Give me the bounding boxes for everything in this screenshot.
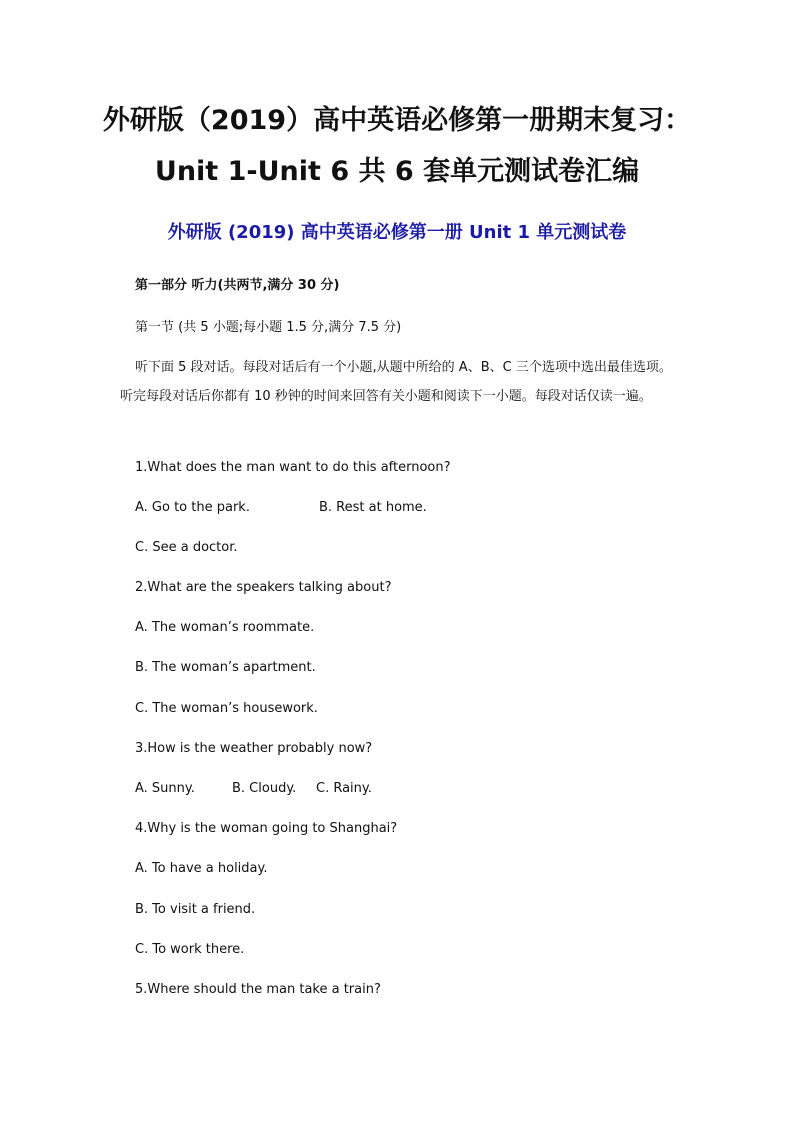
question-1-option-b: B. Rest at home. [319,500,427,515]
question-2-option-b: B. The woman’s apartment. [135,660,316,675]
question-2-stem: 2.What are the speakers talking about? [135,580,392,595]
question-3-option-a: A. Sunny. [135,781,195,796]
listening-instructions: 听下面 5 段对话。每段对话后有一个小题,从题中所给的 A、B、C 三个选项中选出最佳选项。听完每段对话后你都有 10 秒钟的时间来回答有关小题和阅读下一小题。每段对话仅读一遍。 [120,360,672,404]
question-3-option-c: C. Rainy. [316,781,372,796]
document-title-line-2: Unit 1-Unit 6 共 6 套单元测试卷汇编 [154,156,640,187]
question-4-option-a: A. To have a holiday. [135,861,268,876]
document-title-line-1: 外研版（2019）高中英语必修第一册期末复习： [102,105,692,136]
question-1-option-c: C. See a doctor. [135,540,238,555]
question-4-stem: 4.Why is the woman going to Shanghai? [135,821,398,836]
question-2-option-a: A. The woman’s roommate. [135,620,315,635]
part-heading: 第一部分 听力(共两节,满分 30 分) [135,278,340,293]
question-4-option-c: C. To work there. [135,942,245,957]
question-5-stem: 5.Where should the man take a train? [135,982,381,997]
question-4-option-b: B. To visit a friend. [135,902,256,917]
question-1-option-a: A. Go to the park. [135,500,250,515]
question-1-stem: 1.What does the man want to do this afternoon? [135,460,451,475]
question-3-option-b: B. Cloudy. [232,781,297,796]
question-2-option-c: C. The woman’s housework. [135,701,318,716]
unit-test-subtitle: 外研版 (2019) 高中英语必修第一册 Unit 1 单元测试卷 [167,222,627,243]
section-heading: 第一节 (共 5 小题;每小题 1.5 分,满分 7.5 分) [135,320,402,335]
question-3-stem: 3.How is the weather probably now? [135,741,373,756]
